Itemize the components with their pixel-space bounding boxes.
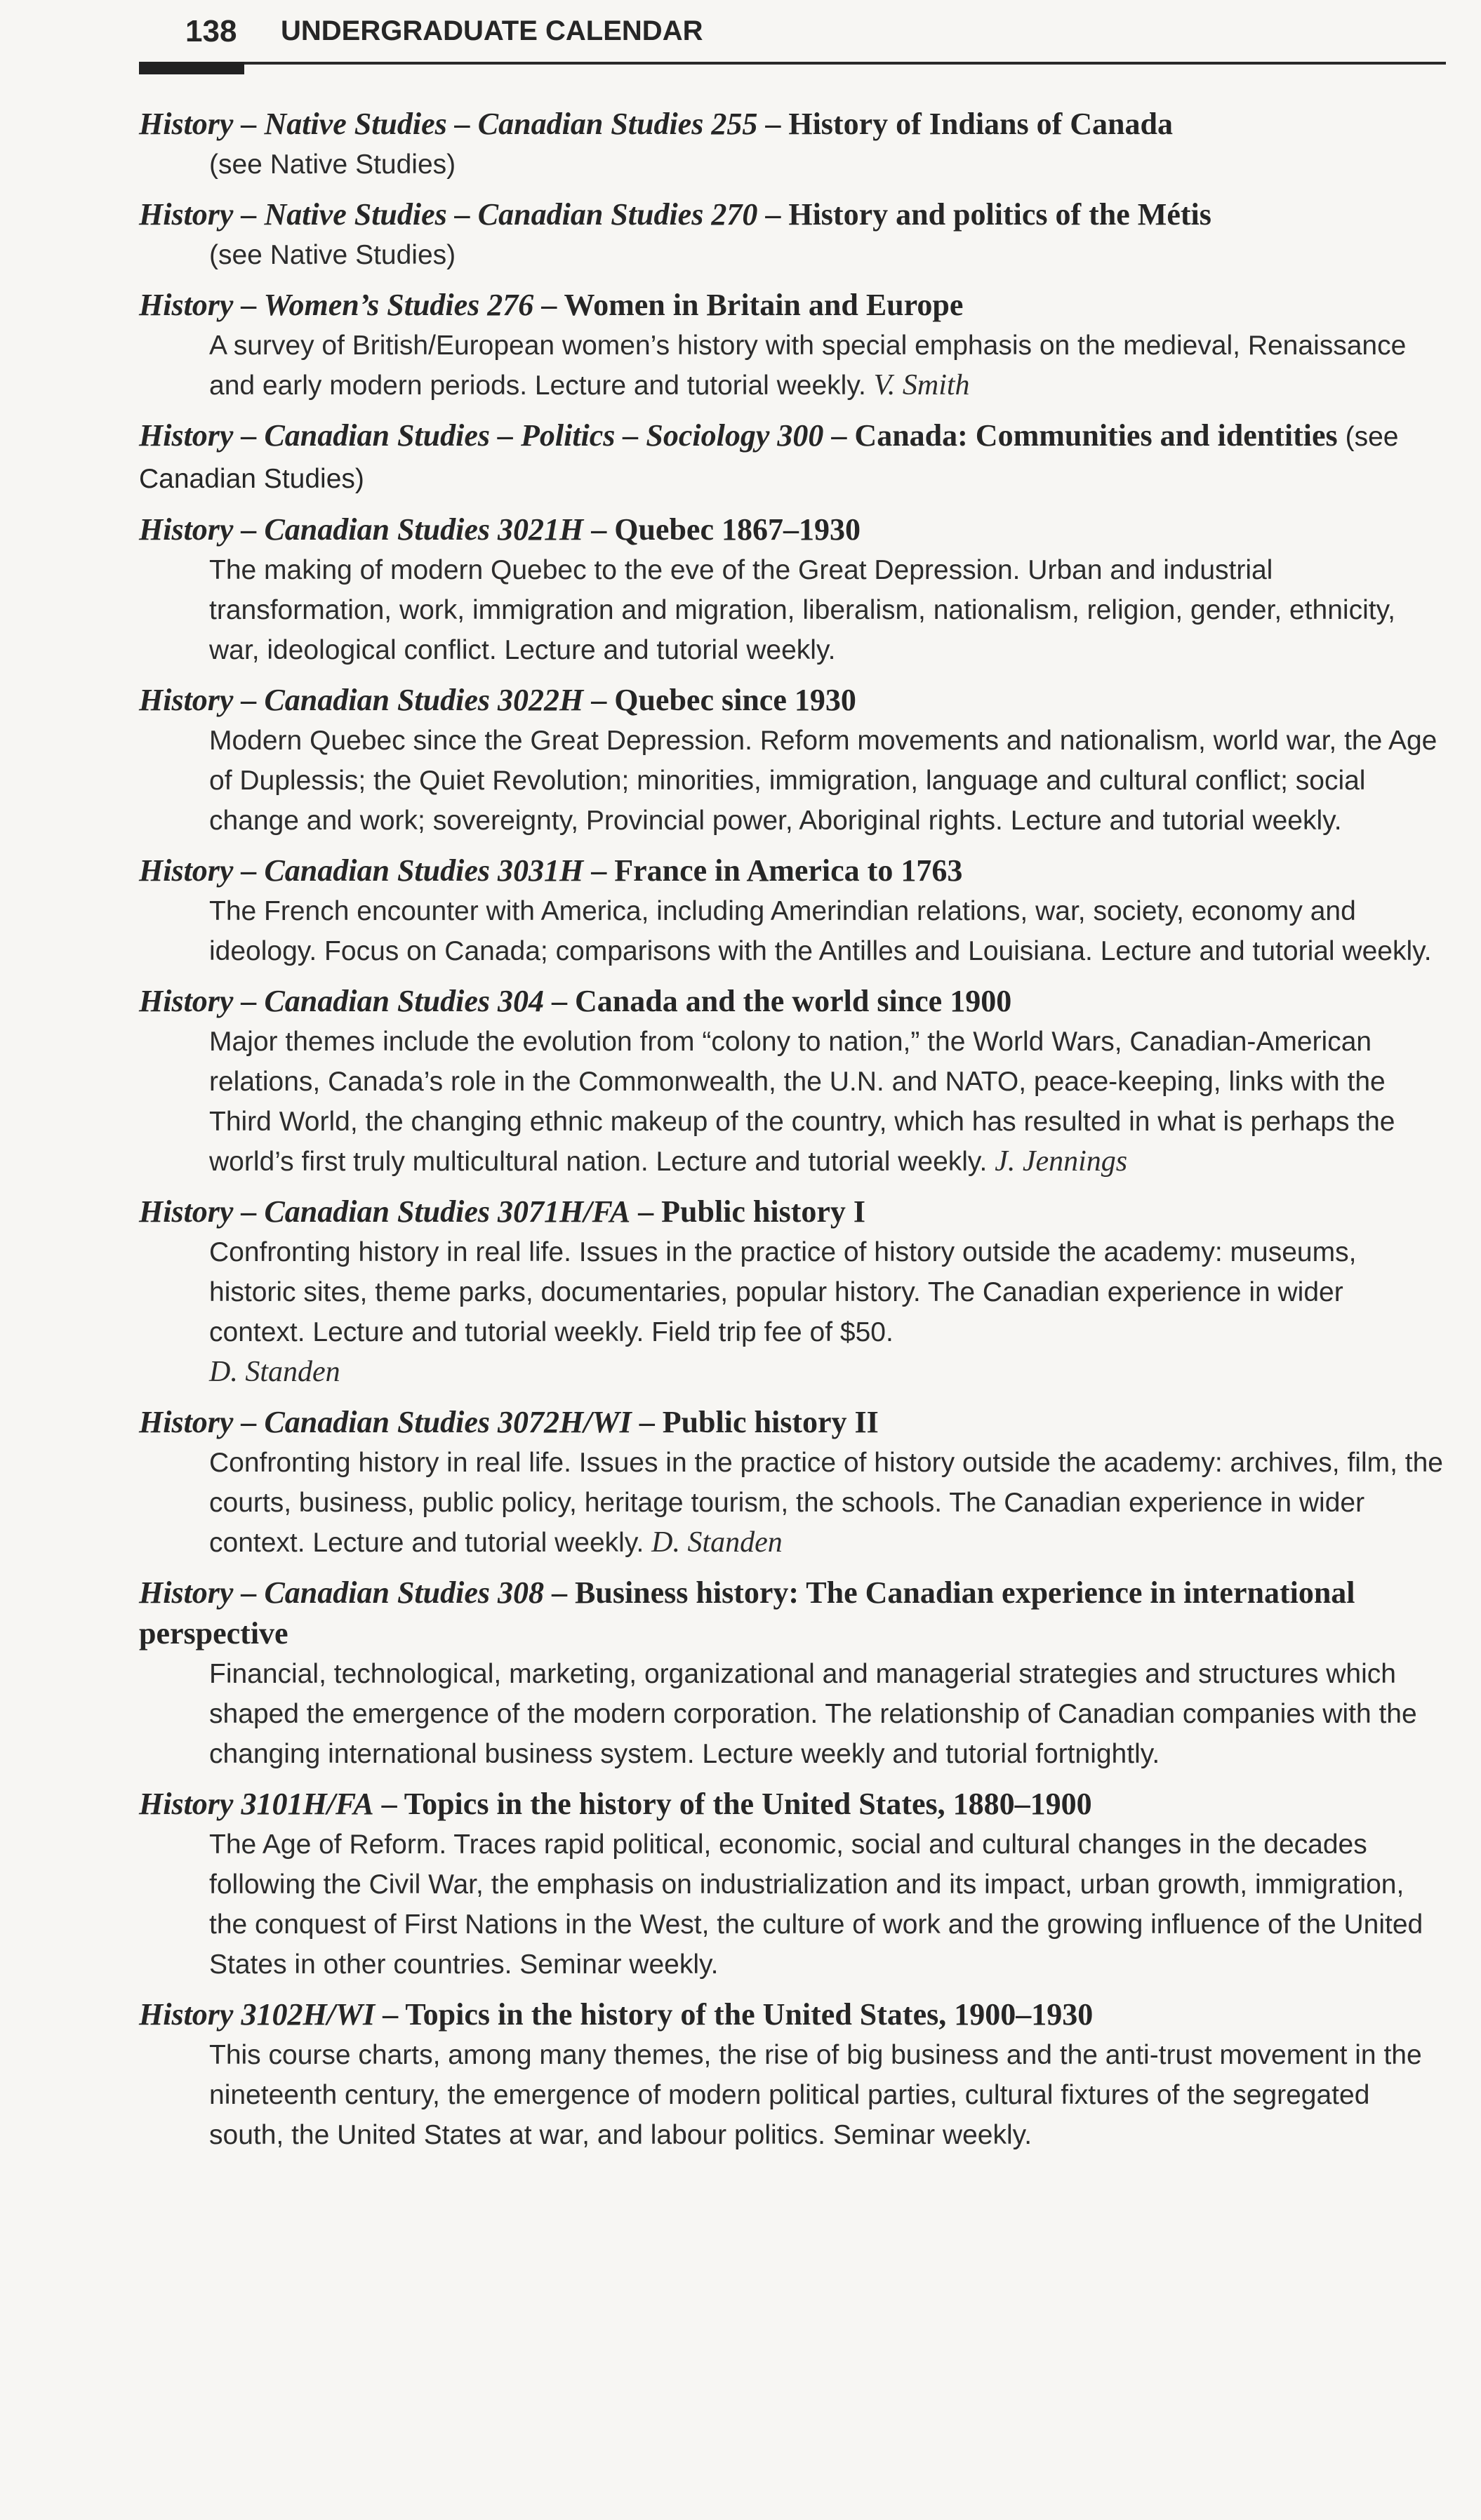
course-title: History and politics of the Métis	[788, 197, 1211, 232]
course-heading: History – Canadian Studies – Politics – Sociology 300 – Canada: Communities and identities (see Canadian Studies)	[139, 418, 1399, 494]
course-description	[209, 1825, 1446, 1985]
course-title: Business history: The Canadian experience in international perspective	[139, 1575, 1355, 1651]
course-description	[209, 550, 1446, 670]
course-entry	[139, 1784, 1446, 1985]
course-description	[209, 235, 1446, 275]
header-rule-accent	[139, 62, 244, 74]
course-entry	[139, 851, 1446, 971]
course-heading: History – Native Studies – Canadian Studies 270 – History and politics of the Métis	[139, 197, 1211, 232]
course-title: Quebec 1867–1930	[614, 512, 861, 547]
course-code: History 3102H/WI	[139, 1997, 376, 2032]
description-text: The making of modern Quebec to the eve of the Great Depression. Urban and industrial transformation, work, immigration and migration, liberalism, nationalism, religion, gender, ethnicity, war, ideological conflict. Lecture and tutorial weekly.	[209, 555, 1396, 665]
description-text: This course charts, among many themes, the rise of big business and the anti-trust movement in the nineteenth century, the emergence of modern political parties, cultural fixtures of the segregated south, the United States at war, and labour politics. Seminar weekly.	[209, 2040, 1422, 2150]
course-title: Topics in the history of the United States, 1900–1930	[405, 1997, 1094, 2032]
course-heading: History – Canadian Studies 3072H/WI – Public history II	[139, 1405, 879, 1439]
course-code: History – Canadian Studies 304	[139, 984, 545, 1018]
course-code: History 3101H/FA	[139, 1787, 374, 1821]
course-title: Women in Britain and Europe	[564, 288, 964, 322]
course-description	[209, 2035, 1446, 2155]
course-code: History – Native Studies – Canadian Studies 270	[139, 197, 758, 232]
course-entry	[139, 104, 1446, 185]
page-number: 138	[185, 14, 237, 48]
course-description	[209, 891, 1446, 971]
description-text: (see Native Studies)	[209, 240, 456, 270]
course-heading: History – Canadian Studies 304 – Canada and the world since 1900	[139, 984, 1012, 1018]
course-title: History of Indians of Canada	[788, 107, 1174, 141]
instructor-name: V. Smith	[873, 369, 970, 401]
running-head: UNDERGRADUATE CALENDAR	[281, 15, 703, 46]
course-description	[209, 1654, 1446, 1774]
header-rule	[139, 62, 1446, 65]
course-heading: History – Canadian Studies 3071H/FA – Public history I	[139, 1194, 866, 1229]
course-description	[209, 1022, 1446, 1182]
course-heading: History 3101H/FA – Topics in the history of the United States, 1880–1900	[139, 1787, 1092, 1821]
course-entry	[139, 981, 1446, 1182]
description-text: (see Native Studies)	[209, 149, 456, 180]
course-entry	[139, 509, 1446, 670]
course-code: History – Canadian Studies 3022H	[139, 683, 584, 717]
course-title: Canada: Communities and identities	[854, 418, 1338, 453]
page-header	[139, 10, 1446, 77]
course-entry	[139, 680, 1446, 841]
course-description	[209, 721, 1446, 841]
cross-reference: (see Canadian Studies)	[139, 422, 1399, 494]
course-heading: History – Canadian Studies 3021H – Quebec 1867–1930	[139, 512, 861, 547]
description-text: Major themes include the evolution from “colony to nation,” the World Wars, Canadian-American relations, Canada’s role in the Commonwealth, the U.N. and NATO, peace-keeping, links with the Third World, the changing ethnic makeup of the country, which has resulted in what is perhaps the world’s first truly multicultural nation. Lecture and tutorial weekly.	[209, 1027, 1395, 1177]
course-code: History – Canadian Studies 3031H	[139, 853, 584, 888]
course-title: Quebec since 1930	[614, 683, 856, 717]
description-text: The French encounter with America, including Amerindian relations, war, society, economy and ideology. Focus on Canada; comparisons with the Antilles and Louisiana. Lecture and tutorial weekly.	[209, 896, 1432, 966]
instructor-name: D. Standen	[651, 1526, 783, 1559]
course-heading: History – Native Studies – Canadian Studies 255 – History of Indians of Canada	[139, 107, 1174, 141]
description-text: Financial, technological, marketing, organizational and managerial strategies and structures which shaped the emergence of the modern corporation. The relationship of Canadian companies with the changing international business system. Lecture weekly and tutorial fortnightly.	[209, 1659, 1417, 1769]
description-text: Confronting history in real life. Issues in the practice of history outside the academy: archives, film, the courts, business, public policy, heritage tourism, the schools. The Canadian experience in wider context. Lecture and tutorial weekly.	[209, 1448, 1443, 1558]
description-text: The Age of Reform. Traces rapid political, economic, social and cultural changes in the decades following the Civil War, the emphasis on industrialization and its impact, urban growth, immigration, the conquest of First Nations in the West, the culture of work and the growing influence of the United States in other countries. Seminar weekly.	[209, 1829, 1423, 1980]
course-heading: History – Canadian Studies 3031H – France in America to 1763	[139, 853, 963, 888]
course-entry	[139, 1573, 1446, 1774]
description-text: Modern Quebec since the Great Depression. Reform movements and nationalism, world war, the Age of Duplessis; the Quiet Revolution; minorities, immigration, language and cultural conflict; social change and work; sovereignty, Provincial power, Aboriginal rights. Lecture and tutorial weekly.	[209, 726, 1437, 836]
course-heading: History – Women’s Studies 276 – Women in Britain and Europe	[139, 288, 964, 322]
course-description	[209, 1443, 1446, 1563]
course-heading: History 3102H/WI – Topics in the history of the United States, 1900–1930	[139, 1997, 1094, 2032]
course-title: Canada and the world since 1900	[575, 984, 1012, 1018]
course-title: Topics in the history of the United States, 1880–1900	[404, 1787, 1092, 1821]
course-code: History – Canadian Studies – Politics – Sociology 300	[139, 418, 824, 453]
course-entry	[139, 194, 1446, 275]
course-entry	[139, 1192, 1446, 1392]
course-title: Public history I	[661, 1194, 866, 1229]
course-heading: History – Canadian Studies 3022H – Quebec since 1930	[139, 683, 856, 717]
description-text: Confronting history in real life. Issues in the practice of history outside the academy: museums, historic sites, theme parks, documentaries, popular history. The Canadian experience in wider context. Lecture and tutorial weekly. Field trip fee of $50.	[209, 1237, 1357, 1347]
instructor-name: J. Jennings	[995, 1145, 1128, 1178]
instructor-name: D. Standen	[209, 1356, 340, 1388]
course-code: History – Canadian Studies 3071H/FA	[139, 1194, 631, 1229]
course-description	[209, 145, 1446, 185]
course-code: History – Canadian Studies 3021H	[139, 512, 584, 547]
course-entry	[139, 415, 1446, 500]
course-code: History – Canadian Studies 3072H/WI	[139, 1405, 632, 1439]
course-description	[209, 326, 1446, 406]
course-code: History – Canadian Studies 308	[139, 1575, 545, 1610]
course-code: History – Native Studies – Canadian Studies 255	[139, 107, 758, 141]
course-heading: History – Canadian Studies 308 – Business history: The Canadian experience in international perspective	[139, 1575, 1355, 1651]
course-code: History – Women’s Studies 276	[139, 288, 534, 322]
course-description	[209, 1232, 1446, 1392]
course-entry	[139, 1402, 1446, 1563]
course-title: France in America to 1763	[614, 853, 963, 888]
course-title: Public history II	[662, 1405, 879, 1439]
course-list	[139, 104, 1446, 2165]
course-entry	[139, 1994, 1446, 2155]
course-entry	[139, 285, 1446, 406]
description-text: A survey of British/European women’s history with special emphasis on the medieval, Renaissance and early modern periods. Lecture and tutorial weekly.	[209, 331, 1407, 401]
